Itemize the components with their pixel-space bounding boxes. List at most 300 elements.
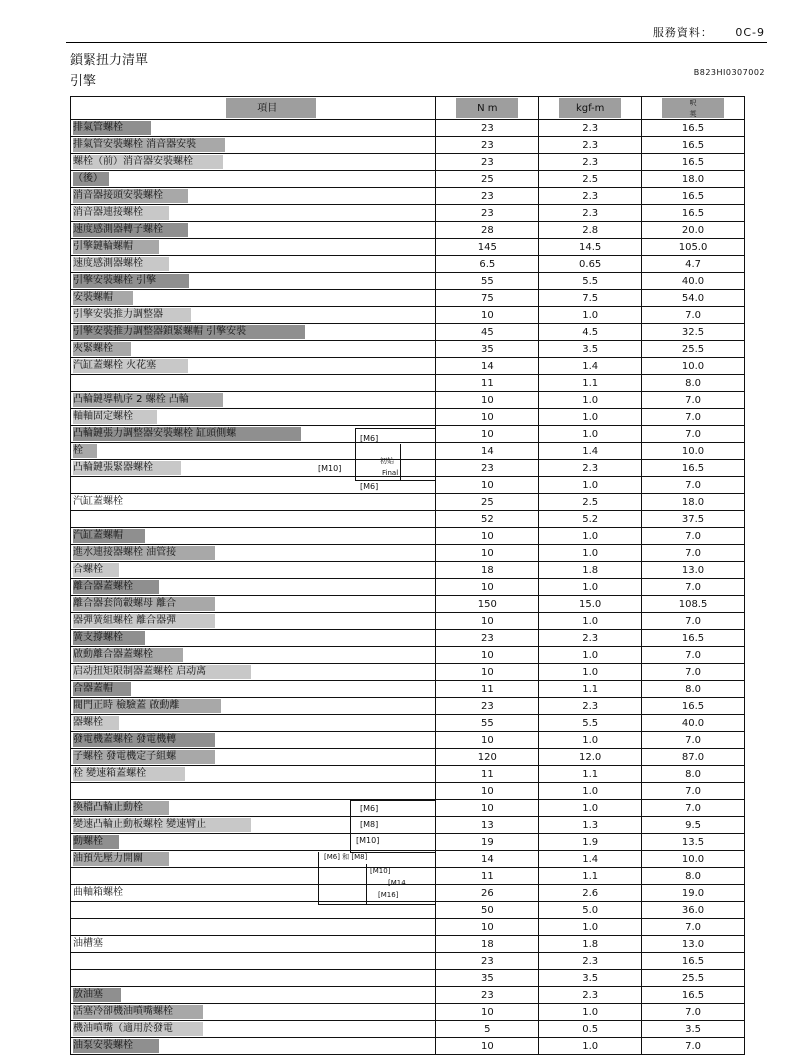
annotation-m10-head: [M10] <box>318 464 342 473</box>
table-row <box>71 715 745 732</box>
cell-kgfm: 1.8 <box>539 936 642 953</box>
item-label: 消音器連接螺栓 <box>73 207 143 218</box>
item-label: 速度感測器轉子螺栓 <box>73 224 163 235</box>
cell-ftlb: 19.0 <box>642 885 745 902</box>
cell-ftlb: 40.0 <box>642 715 745 732</box>
table-row <box>71 324 745 341</box>
cell-ftlb: 7.0 <box>642 392 745 409</box>
cell-item <box>71 919 436 936</box>
column-header-ftlb-bottom: 英 <box>689 110 697 118</box>
table-row <box>71 290 745 307</box>
cell-item <box>71 443 436 460</box>
cell-item <box>71 681 436 698</box>
table-row <box>71 817 745 834</box>
table-row <box>71 664 745 681</box>
cell-item <box>71 205 436 222</box>
cell-kgfm: 2.3 <box>539 987 642 1004</box>
cell-ftlb: 16.5 <box>642 120 745 137</box>
annotation-initial: 初始 <box>380 457 394 465</box>
cell-nm: 45 <box>436 324 539 341</box>
cell-nm: 11 <box>436 766 539 783</box>
cell-kgfm: 1.0 <box>539 613 642 630</box>
cell-item <box>71 902 436 919</box>
cell-nm: 6.5 <box>436 256 539 273</box>
document-header <box>653 24 765 40</box>
item-label: 活塞冷卻機油噴嘴螺栓 <box>73 1006 173 1017</box>
table-row <box>71 953 745 970</box>
cell-nm: 23 <box>436 987 539 1004</box>
cell-nm: 10 <box>436 426 539 443</box>
title-line-1: 鎖緊扭力清單 <box>70 53 149 68</box>
cell-nm: 23 <box>436 953 539 970</box>
cell-kgfm: 2.3 <box>539 630 642 647</box>
cell-kgfm: 1.0 <box>539 477 642 494</box>
cell-nm: 10 <box>436 545 539 562</box>
cell-nm: 10 <box>436 1038 539 1055</box>
cell-ftlb: 16.5 <box>642 987 745 1004</box>
cell-ftlb: 108.5 <box>642 596 745 613</box>
table-row <box>71 630 745 647</box>
table-row <box>71 460 745 477</box>
table-row <box>71 1038 745 1055</box>
cell-item <box>71 647 436 664</box>
cell-nm: 26 <box>436 885 539 902</box>
header-rule <box>66 42 767 43</box>
cell-kgfm: 2.3 <box>539 698 642 715</box>
cell-kgfm: 1.0 <box>539 732 642 749</box>
cell-ftlb: 16.5 <box>642 953 745 970</box>
cell-item <box>71 341 436 358</box>
cell-ftlb: 8.0 <box>642 375 745 392</box>
table-row <box>71 987 745 1004</box>
annotation-final: Final <box>382 469 399 477</box>
cell-ftlb: 7.0 <box>642 579 745 596</box>
cell-ftlb: 4.7 <box>642 256 745 273</box>
column-header-ftlb <box>642 97 745 120</box>
table-row <box>71 919 745 936</box>
cell-item <box>71 732 436 749</box>
cell-kgfm: 2.3 <box>539 205 642 222</box>
cell-nm: 11 <box>436 375 539 392</box>
item-label: 栓 <box>73 445 83 456</box>
column-header-kgfm-label: kgf-m <box>575 102 605 114</box>
item-label: 螺栓（前）消音器安裝螺栓 <box>73 156 193 167</box>
table-row <box>71 885 745 902</box>
table-body <box>71 120 745 1055</box>
cell-item <box>71 783 436 800</box>
item-label: 放油塞 <box>73 989 103 1000</box>
cell-kgfm: 2.3 <box>539 154 642 171</box>
cell-nm: 18 <box>436 562 539 579</box>
cell-nm: 14 <box>436 443 539 460</box>
cell-ftlb: 7.0 <box>642 545 745 562</box>
cell-nm: 10 <box>436 664 539 681</box>
cell-kgfm: 1.0 <box>539 307 642 324</box>
cell-ftlb: 87.0 <box>642 749 745 766</box>
table-row <box>71 834 745 851</box>
cell-nm: 23 <box>436 205 539 222</box>
cell-nm: 25 <box>436 494 539 511</box>
cell-item <box>71 171 436 188</box>
cell-nm: 11 <box>436 681 539 698</box>
cell-item <box>71 137 436 154</box>
cell-kgfm: 2.3 <box>539 188 642 205</box>
cell-kgfm: 2.6 <box>539 885 642 902</box>
cell-kgfm: 3.5 <box>539 341 642 358</box>
item-label: 油預先壓力開關 <box>73 853 143 864</box>
cell-ftlb: 7.0 <box>642 528 745 545</box>
item-label: 汽缸蓋螺栓 <box>73 496 123 507</box>
cell-kgfm: 2.3 <box>539 120 642 137</box>
cell-nm: 23 <box>436 137 539 154</box>
cell-kgfm: 0.5 <box>539 1021 642 1038</box>
cell-ftlb: 7.0 <box>642 647 745 664</box>
cell-nm: 19 <box>436 834 539 851</box>
item-label: 曲軸箱螺栓 <box>73 887 123 898</box>
cell-kgfm: 2.5 <box>539 494 642 511</box>
cell-nm: 18 <box>436 936 539 953</box>
cell-kgfm: 5.5 <box>539 273 642 290</box>
table-row <box>71 732 745 749</box>
table-row <box>71 171 745 188</box>
cell-nm: 23 <box>436 188 539 205</box>
cell-kgfm: 2.3 <box>539 137 642 154</box>
annotation-m10-crank: [M10] <box>356 836 380 845</box>
cell-ftlb: 13.0 <box>642 936 745 953</box>
cell-item <box>71 494 436 511</box>
cell-ftlb: 13.0 <box>642 562 745 579</box>
table-row <box>71 477 745 494</box>
item-label: 汽缸蓋螺栓 火花塞 <box>73 360 157 371</box>
item-label: 油泵安裝螺栓 <box>73 1040 133 1051</box>
cell-kgfm: 1.0 <box>539 528 642 545</box>
cell-item <box>71 766 436 783</box>
table-row <box>71 681 745 698</box>
table-row <box>71 341 745 358</box>
cell-nm: 10 <box>436 919 539 936</box>
table-row <box>71 647 745 664</box>
cell-ftlb: 18.0 <box>642 494 745 511</box>
item-label: 栓 變速箱蓋螺栓 <box>73 768 147 779</box>
cell-ftlb: 16.5 <box>642 698 745 715</box>
item-label: 機油噴嘴（適用於發電 <box>73 1023 173 1034</box>
item-label: 安裝螺帽 <box>73 292 113 303</box>
item-label: 發電機蓋螺栓 發電機轉 <box>73 734 177 745</box>
table-row <box>71 545 745 562</box>
cell-nm: 10 <box>436 613 539 630</box>
cell-nm: 23 <box>436 154 539 171</box>
table-row <box>71 307 745 324</box>
item-label: 離合器套筒轂螺母 離合 <box>73 598 177 609</box>
table-row <box>71 749 745 766</box>
cell-kgfm: 5.2 <box>539 511 642 528</box>
cell-item <box>71 154 436 171</box>
cell-item <box>71 885 436 902</box>
cell-item <box>71 1021 436 1038</box>
cell-nm: 23 <box>436 120 539 137</box>
item-label: 引擎安裝推力調整器 <box>73 309 163 320</box>
cell-ftlb: 105.0 <box>642 239 745 256</box>
cell-kgfm: 1.0 <box>539 392 642 409</box>
cell-item <box>71 1038 436 1055</box>
table-row <box>71 205 745 222</box>
item-label: 啟動離合器蓋螺栓 <box>73 649 153 660</box>
cell-kgfm: 2.3 <box>539 953 642 970</box>
item-label: 離合器蓋螺栓 <box>73 581 133 592</box>
cell-ftlb: 7.0 <box>642 783 745 800</box>
table-row <box>71 766 745 783</box>
cell-item <box>71 664 436 681</box>
cell-ftlb: 7.0 <box>642 477 745 494</box>
annotation-m10-plug: [M10] <box>370 867 391 875</box>
item-label: 合螺栓 <box>73 564 103 575</box>
cell-nm: 35 <box>436 341 539 358</box>
cell-ftlb: 16.5 <box>642 460 745 477</box>
annotation-m8-crank: [M8] <box>360 820 379 829</box>
cell-kgfm: 2.3 <box>539 460 642 477</box>
table-row <box>71 120 745 137</box>
cell-kgfm: 1.4 <box>539 443 642 460</box>
cell-ftlb: 25.5 <box>642 341 745 358</box>
cell-nm: 150 <box>436 596 539 613</box>
cell-nm: 23 <box>436 630 539 647</box>
cell-kgfm: 1.0 <box>539 783 642 800</box>
table-row <box>71 358 745 375</box>
cell-item <box>71 426 436 443</box>
cell-ftlb: 3.5 <box>642 1021 745 1038</box>
cell-item <box>71 579 436 596</box>
cell-ftlb: 32.5 <box>642 324 745 341</box>
cell-kgfm: 15.0 <box>539 596 642 613</box>
cell-nm: 10 <box>436 528 539 545</box>
annotation-m16-plug: [M16] <box>378 891 399 899</box>
document-code: B823HI0307002 <box>693 68 765 77</box>
cell-item <box>71 630 436 647</box>
column-header-nm <box>436 97 539 120</box>
table-row <box>71 137 745 154</box>
cell-item <box>71 851 436 868</box>
item-label: 汽缸蓋螺帽 <box>73 530 123 541</box>
cell-ftlb: 40.0 <box>642 273 745 290</box>
cell-ftlb: 8.0 <box>642 868 745 885</box>
cell-item <box>71 256 436 273</box>
cell-ftlb: 54.0 <box>642 290 745 307</box>
item-label: 變速凸輪止動板螺栓 變速臂止 <box>73 819 207 830</box>
table-row <box>71 494 745 511</box>
item-label: 排氣管螺栓 <box>73 122 123 133</box>
cell-kgfm: 1.0 <box>539 664 642 681</box>
cell-kgfm: 1.0 <box>539 800 642 817</box>
item-label: 器螺栓 <box>73 717 103 728</box>
cell-item <box>71 562 436 579</box>
cell-kgfm: 1.0 <box>539 426 642 443</box>
cell-item <box>71 936 436 953</box>
cell-ftlb: 25.5 <box>642 970 745 987</box>
cell-ftlb: 10.0 <box>642 443 745 460</box>
cell-kgfm: 1.3 <box>539 817 642 834</box>
cell-kgfm: 1.0 <box>539 409 642 426</box>
cell-item <box>71 273 436 290</box>
annotation-m6-crank: [M6] <box>360 804 379 813</box>
cell-kgfm: 1.0 <box>539 1004 642 1021</box>
cell-ftlb: 16.5 <box>642 630 745 647</box>
cell-item <box>71 528 436 545</box>
cell-ftlb: 8.0 <box>642 766 745 783</box>
cell-ftlb: 7.0 <box>642 1004 745 1021</box>
cell-item <box>71 239 436 256</box>
cell-item <box>71 120 436 137</box>
table-row <box>71 426 745 443</box>
cell-kgfm: 7.5 <box>539 290 642 307</box>
cell-ftlb: 20.0 <box>642 222 745 239</box>
table-row <box>71 783 745 800</box>
item-label: 排氣管安裝螺栓 消音器安裝 <box>73 139 197 150</box>
cell-item <box>71 375 436 392</box>
cell-kgfm: 1.0 <box>539 579 642 596</box>
cell-kgfm: 12.0 <box>539 749 642 766</box>
annotation-m6-m8-plug: [M6] 和 [M8] <box>324 853 368 861</box>
table-row <box>71 239 745 256</box>
table-head <box>71 97 745 120</box>
item-label: 閥門正時 檢驗蓋 啟動離 <box>73 700 180 711</box>
table-row <box>71 273 745 290</box>
cell-item <box>71 307 436 324</box>
cell-item <box>71 868 436 885</box>
item-label: （後） <box>73 173 103 184</box>
cell-kgfm: 1.4 <box>539 851 642 868</box>
cell-kgfm: 14.5 <box>539 239 642 256</box>
cell-item <box>71 613 436 630</box>
cell-ftlb: 7.0 <box>642 919 745 936</box>
table-row <box>71 868 745 885</box>
cell-item <box>71 715 436 732</box>
cell-ftlb: 7.0 <box>642 664 745 681</box>
cell-ftlb: 16.5 <box>642 205 745 222</box>
cell-item <box>71 953 436 970</box>
cell-item <box>71 596 436 613</box>
table-row <box>71 970 745 987</box>
item-label: 夾緊螺栓 <box>73 343 113 354</box>
item-label: 引擎鏈輪螺帽 <box>73 241 133 252</box>
item-label: 器彈簧組螺栓 離合器彈 <box>73 615 177 626</box>
table-row <box>71 409 745 426</box>
cell-item <box>71 324 436 341</box>
cell-nm: 14 <box>436 358 539 375</box>
cell-kgfm: 2.5 <box>539 171 642 188</box>
cell-nm: 14 <box>436 851 539 868</box>
table-row <box>71 596 745 613</box>
cell-nm: 11 <box>436 868 539 885</box>
cell-nm: 10 <box>436 392 539 409</box>
torque-specification-table <box>70 96 745 1055</box>
cell-kgfm: 5.5 <box>539 715 642 732</box>
cell-ftlb: 16.5 <box>642 137 745 154</box>
cell-item <box>71 460 436 477</box>
cell-kgfm: 5.0 <box>539 902 642 919</box>
cell-ftlb: 7.0 <box>642 1038 745 1055</box>
cell-ftlb: 7.0 <box>642 613 745 630</box>
table-row <box>71 188 745 205</box>
cell-item <box>71 800 436 817</box>
cell-kgfm: 1.8 <box>539 562 642 579</box>
cell-nm: 10 <box>436 647 539 664</box>
column-header-item <box>71 97 436 120</box>
cell-ftlb: 7.0 <box>642 307 745 324</box>
item-label: 凸輪鏈張力調整器安裝螺栓 缸頭側螺 <box>73 428 237 439</box>
cell-ftlb: 7.0 <box>642 732 745 749</box>
cell-nm: 10 <box>436 800 539 817</box>
cell-nm: 145 <box>436 239 539 256</box>
cell-item <box>71 477 436 494</box>
item-label: 消音器接頭安裝螺栓 <box>73 190 163 201</box>
cell-ftlb: 7.0 <box>642 409 745 426</box>
title-line-2: 引擎 <box>70 74 97 90</box>
table-row <box>71 1021 745 1038</box>
item-label: 凸輪鏈導軌序 2 螺栓 凸輪 <box>73 394 189 405</box>
cell-item <box>71 817 436 834</box>
item-label: 引擎安裝推力調整器鎖緊螺帽 引擎安裝 <box>73 326 247 337</box>
cell-nm: 25 <box>436 171 539 188</box>
page-number: 0C-9 <box>735 26 765 39</box>
cell-ftlb: 8.0 <box>642 681 745 698</box>
cell-nm: 10 <box>436 579 539 596</box>
item-label: 凸輪鏈張緊器螺栓 <box>73 462 153 473</box>
cell-kgfm: 1.0 <box>539 647 642 664</box>
cell-ftlb: 10.0 <box>642 358 745 375</box>
table-row <box>71 851 745 868</box>
cell-nm: 55 <box>436 273 539 290</box>
item-label: 子螺栓 發電機定子組螺 <box>73 751 177 762</box>
cell-ftlb: 16.5 <box>642 154 745 171</box>
table-row <box>71 613 745 630</box>
cell-ftlb: 13.5 <box>642 834 745 851</box>
cell-item <box>71 970 436 987</box>
cell-item <box>71 545 436 562</box>
cell-nm: 35 <box>436 970 539 987</box>
cell-kgfm: 2.8 <box>539 222 642 239</box>
item-label: 進水連接器螺栓 油管接 <box>73 547 177 558</box>
cell-kgfm: 1.1 <box>539 766 642 783</box>
cell-item <box>71 749 436 766</box>
cell-ftlb: 7.0 <box>642 800 745 817</box>
cell-nm: 50 <box>436 902 539 919</box>
cell-item <box>71 1004 436 1021</box>
cell-kgfm: 1.0 <box>539 1038 642 1055</box>
cell-item <box>71 698 436 715</box>
cell-kgfm: 1.0 <box>539 545 642 562</box>
cell-item <box>71 290 436 307</box>
item-label: 启动扭矩限制器蓋螺栓 启动离 <box>73 666 207 677</box>
cell-nm: 23 <box>436 460 539 477</box>
item-label: 換檔凸輪止動栓 <box>73 802 143 813</box>
cell-kgfm: 0.65 <box>539 256 642 273</box>
cell-nm: 120 <box>436 749 539 766</box>
cell-nm: 75 <box>436 290 539 307</box>
service-data-label: 服務資料： <box>652 26 713 39</box>
table-row <box>71 511 745 528</box>
cell-nm: 10 <box>436 732 539 749</box>
page-title <box>70 50 148 93</box>
item-label: 動螺栓 <box>73 836 103 847</box>
cell-nm: 55 <box>436 715 539 732</box>
table-row <box>71 154 745 171</box>
table-row <box>71 1004 745 1021</box>
table-row <box>71 375 745 392</box>
cell-item <box>71 511 436 528</box>
cell-ftlb: 18.0 <box>642 171 745 188</box>
cell-ftlb: 7.0 <box>642 426 745 443</box>
column-header-ftlb-top: 呎 <box>689 99 697 107</box>
